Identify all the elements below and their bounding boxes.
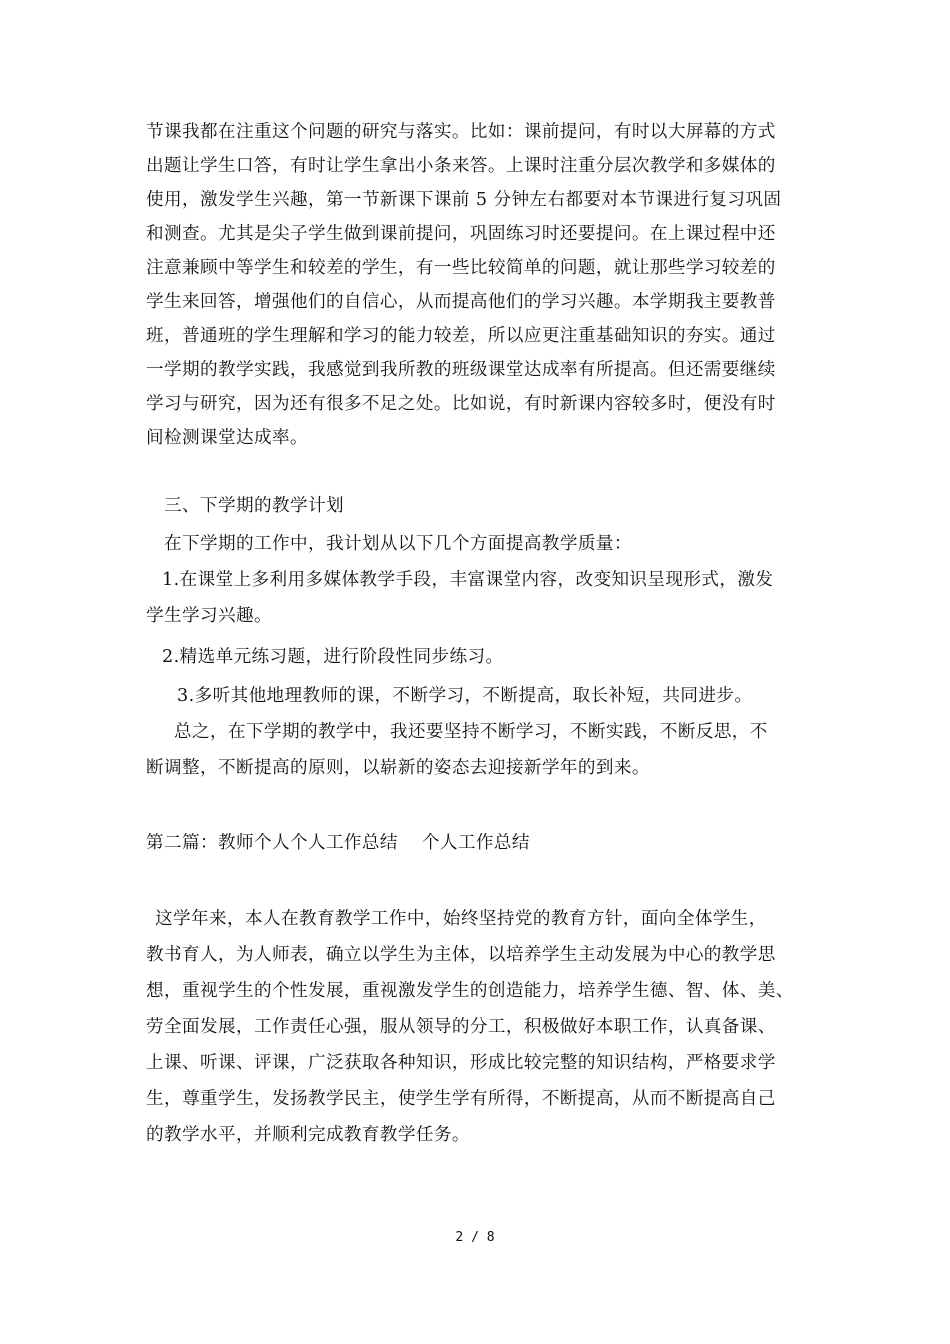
- text-line: 出题让学生口答，有时让学生拿出小条来答。上课时注重分层次教学和多媒体的: [146, 156, 776, 176]
- text-line: 想，重视学生的个性发展，重视激发学生的创造能力，培养学生德、智、体、美、: [146, 981, 794, 1001]
- text-line: 总之，在下学期的教学中，我还要坚持不断学习，不断实践，不断反思，不: [174, 722, 768, 742]
- list-item: 2.精选单元练习题，进行阶段性同步练习。: [162, 647, 504, 667]
- text-line: 这学年来，本人在教育教学工作中，始终坚持党的教育方针，面向全体学生，: [155, 909, 767, 929]
- text-line: 生，尊重学生，发扬教学民主，使学生学有所得，不断提高，从而不断提高自己: [146, 1089, 776, 1109]
- text-line: 上课、听课、评课，广泛获取各种知识，形成比较完整的知识结构，严格要求学: [146, 1053, 776, 1073]
- list-item: 3.多听其他地理教师的课，不断学习，不断提高，取长补短，共同进步。: [177, 686, 753, 706]
- text-line: 和测查。尤其是尖子学生做到课前提问，巩固练习时还要提问。在上课过程中还: [146, 224, 776, 244]
- text-line: 的教学水平，并顺利完成教育教学任务。: [146, 1125, 470, 1145]
- text-line: 班，普通班的学生理解和学习的能力较差，所以应更注重基础知识的夯实。通过: [146, 326, 776, 346]
- section-intro: 在下学期的工作中，我计划从以下几个方面提高教学质量：: [164, 534, 632, 554]
- text-line: 使用，激发学生兴趣，第一节新课下课前 5 分钟左右都要对本节课进行复习巩固: [146, 190, 782, 210]
- text-line: 节课我都在注重这个问题的研究与落实。比如：课前提问，有时以大屏幕的方式: [146, 122, 776, 142]
- text-line: 间检测课堂达成率。: [146, 428, 308, 448]
- page-number: 2 / 8: [455, 1230, 495, 1245]
- text-line: 一学期的教学实践，我感觉到我所教的班级课堂达成率有所提高。但还需要继续: [146, 360, 776, 380]
- text-line: 劳全面发展，工作责任心强，服从领导的分工，积极做好本职工作，认真备课、: [146, 1017, 776, 1037]
- list-item-continuation: 学生学习兴趣。: [146, 606, 272, 626]
- text-line: 注意兼顾中等学生和较差的学生，有一些比较简单的问题，就让那些学习较差的: [146, 258, 776, 278]
- text-line: 学习与研究，因为还有很多不足之处。比如说，有时新课内容较多时，便没有时: [146, 394, 776, 414]
- text-line: 教书育人，为人师表，确立以学生为主体，以培养学生主动发展为中心的教学思: [146, 945, 776, 965]
- article-title: 第二篇：教师个人个人工作总结 个人工作总结: [146, 833, 530, 853]
- text-line: 学生来回答，增强他们的自信心，从而提高他们的学习兴趣。本学期我主要教普: [146, 292, 776, 312]
- section-heading: 三、下学期的教学计划: [164, 496, 344, 516]
- text-line: 断调整，不断提高的原则，以崭新的姿态去迎接新学年的到来。: [146, 758, 650, 778]
- list-item: 1.在课堂上多利用多媒体教学手段，丰富课堂内容，改变知识呈现形式，激发: [162, 570, 774, 590]
